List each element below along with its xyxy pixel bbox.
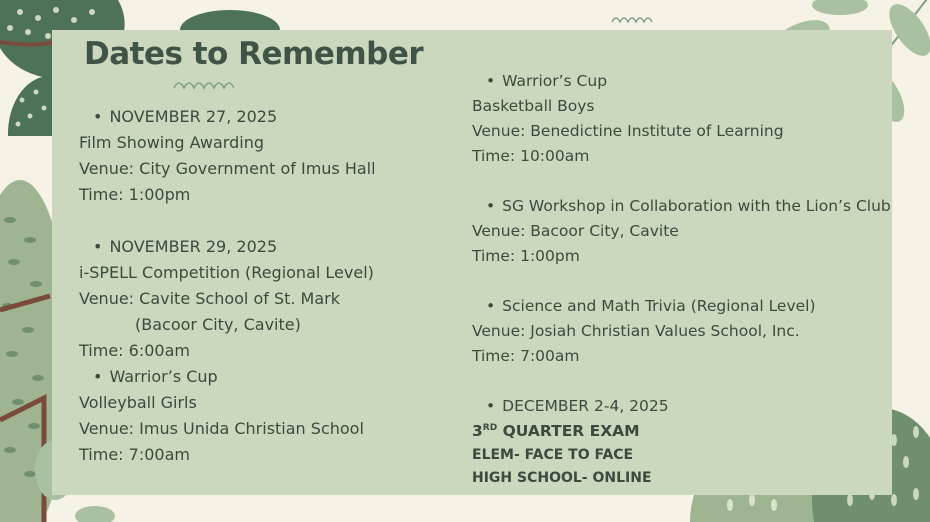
- squiggle-decoration: [612, 18, 652, 22]
- page-title: Dates to Remember: [84, 36, 424, 72]
- tree-canopy-top-illustration: [180, 10, 280, 30]
- event-line: Time: 7:00am: [472, 347, 580, 365]
- event-line: Time: 1:00pm: [79, 185, 191, 204]
- exam-ordinal-suffix: RD: [482, 422, 498, 433]
- event-line: [472, 419, 891, 444]
- title-squiggle-decoration: [172, 78, 234, 92]
- spacer: [472, 269, 891, 294]
- event-line: Basketball Boys: [472, 97, 595, 115]
- event-line: Film Showing Awarding: [79, 133, 264, 152]
- event-heading: • Warrior’s Cup: [472, 69, 891, 94]
- event-line: Venue: Bacoor City, Cavite: [472, 222, 679, 240]
- event-line: Time: 1:00pm: [472, 247, 580, 265]
- event-line: Venue: Cavite School of St. Mark: [79, 289, 341, 308]
- event-line: HIGH SCHOOL- ONLINE: [472, 470, 652, 486]
- event-line: Venue: Benedictine Institute of Learning: [472, 122, 784, 140]
- event-heading: • Warrior’s Cup: [79, 364, 376, 390]
- event-heading: • SG Workshop in Collaboration with the Lion’s Club: [472, 194, 891, 219]
- event-heading: • NOVEMBER 27, 2025: [79, 104, 376, 130]
- exam-number: 3: [472, 422, 483, 440]
- event-heading: • Science and Math Trivia (Regional Level): [472, 294, 891, 319]
- exam-label: QUARTER EXAM: [497, 422, 640, 440]
- event-line: Time: 10:00am: [472, 147, 590, 165]
- event-line: Volleyball Girls: [79, 393, 197, 412]
- event-line: Venue: City Government of Imus Hall: [79, 159, 376, 178]
- event-line: Venue: Josiah Christian Values School, Inc.: [472, 322, 800, 340]
- spacer: [472, 169, 891, 194]
- event-line: Time: 6:00am: [79, 341, 190, 360]
- tree-canopy-left-illustration: [8, 76, 52, 136]
- event-line: Time: 7:00am: [79, 445, 190, 464]
- events-list-left: [79, 104, 376, 468]
- event-line: ELEM- FACE TO FACE: [472, 447, 634, 463]
- event-heading: • NOVEMBER 29, 2025: [79, 234, 376, 260]
- event-line: (Bacoor City, Cavite): [135, 315, 301, 334]
- spacer: [79, 208, 376, 234]
- event-line: i-SPELL Competition (Regional Level): [79, 263, 374, 282]
- spacer: [472, 369, 891, 394]
- events-list-right: [472, 69, 891, 490]
- event-heading: • DECEMBER 2-4, 2025: [472, 394, 891, 419]
- event-line: Venue: Imus Unida Christian School: [79, 419, 364, 438]
